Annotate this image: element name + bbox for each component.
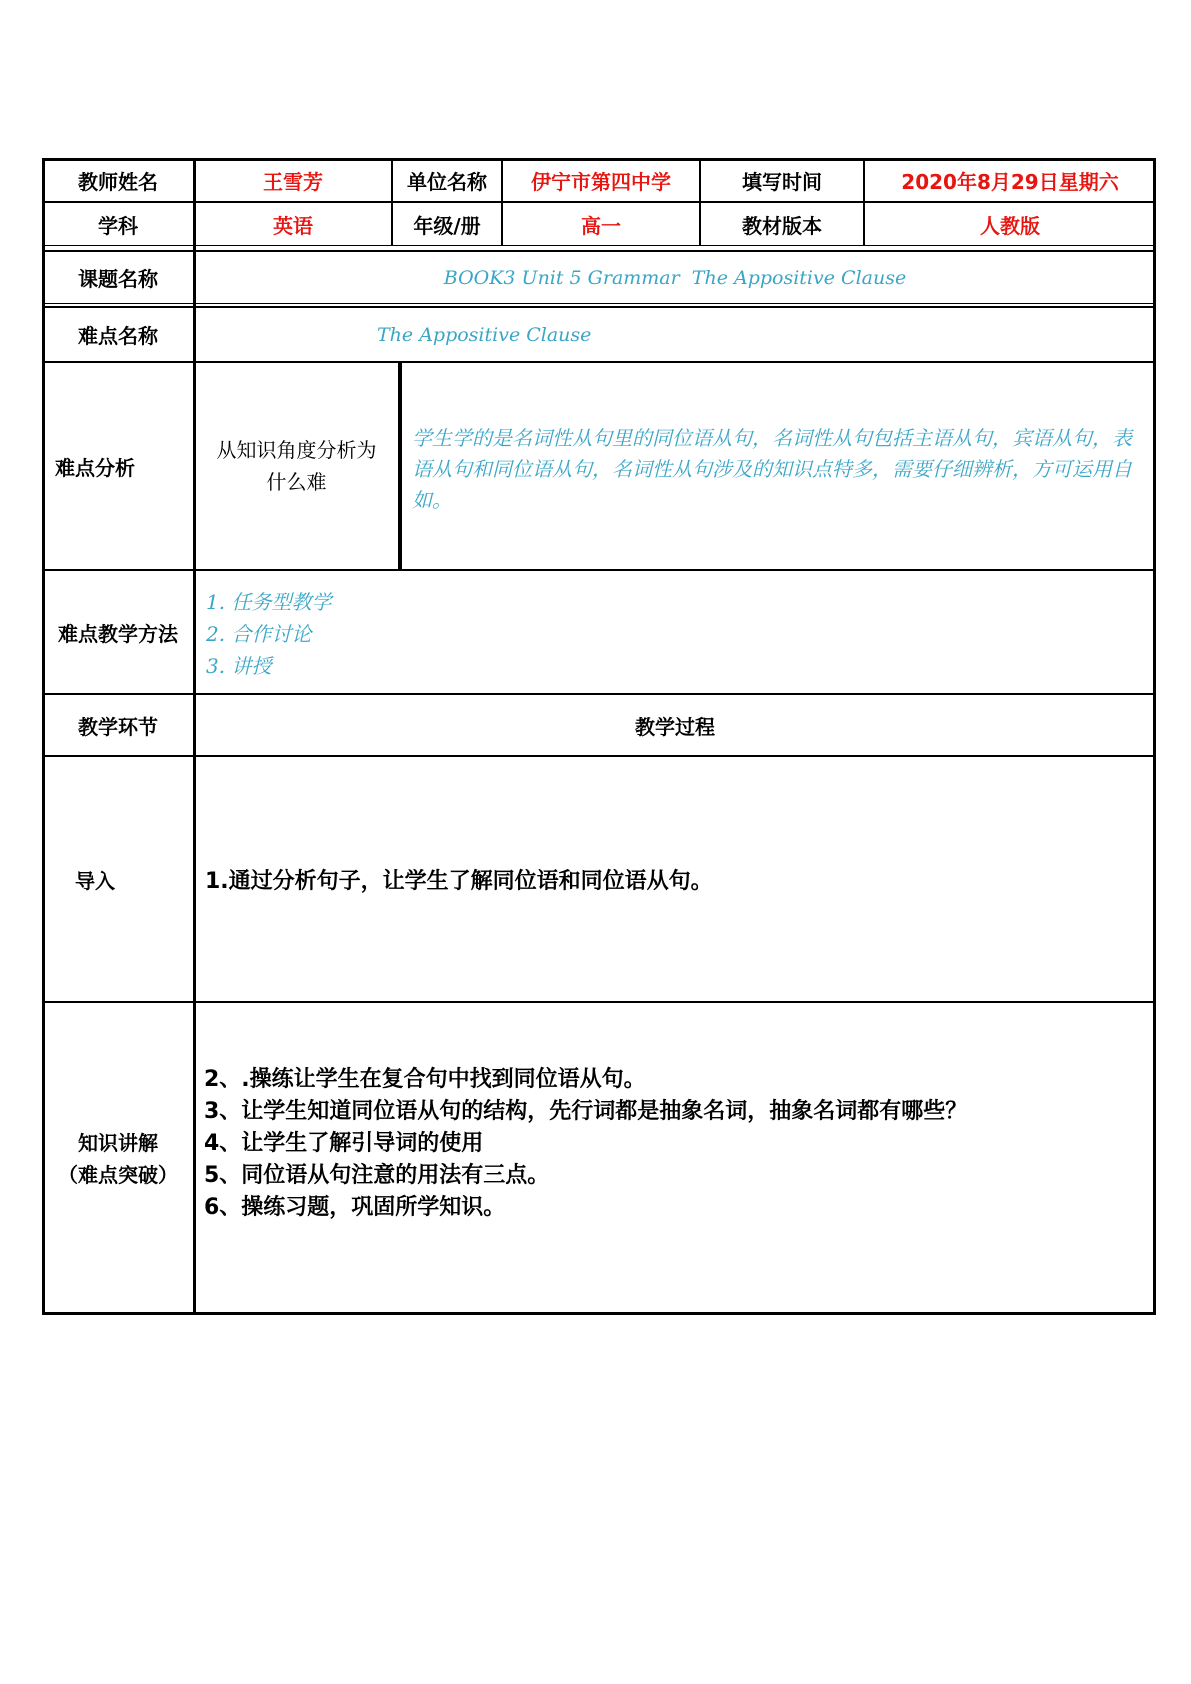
knowledge-label-line2: （难点突破） — [58, 1162, 178, 1187]
analysis-text: 学生学的是名词性从句里的同位语从句，名词性从句包括主语从句，宾语从句，表语从句和同位语从句，名词性从句涉及的知识点特多，需要仔细辨析，方可运用自如。 — [399, 362, 1156, 570]
knowledge-label — [42, 1002, 194, 1315]
knowledge-label-line1: 知识讲解 — [78, 1130, 158, 1155]
grade-label: 年级/册 — [392, 202, 502, 246]
methods-list — [206, 586, 331, 682]
intro-label: 导入 — [42, 756, 194, 1002]
subject-label: 学科 — [42, 202, 194, 246]
intro-text: 1.通过分析句子，让学生了解同位语和同位语从句。 — [194, 756, 1156, 1002]
unit-name-value: 伊宁市第四中学 — [502, 158, 700, 202]
column-divider — [193, 158, 196, 1315]
method-item: 2. 合作讨论 — [206, 622, 312, 646]
difficulty-label: 难点名称 — [42, 306, 194, 362]
knowledge-item: 5、同位语从句注意的用法有三点。 — [204, 1163, 550, 1188]
knowledge-item: 4、让学生了解引导词的使用 — [204, 1131, 484, 1156]
teacher-name-label: 教师姓名 — [42, 158, 194, 202]
knowledge-item: 6、操练习题，巩固所学知识。 — [204, 1195, 506, 1220]
method-item: 3. 讲授 — [206, 654, 272, 678]
analysis-sub-label: 从知识角度分析为什么难 — [194, 362, 399, 570]
knowledge-item: 2、.操练让学生在复合句中找到同位语从句。 — [204, 1067, 646, 1092]
fill-date-label: 填写时间 — [700, 158, 864, 202]
methods-label: 难点教学方法 — [42, 570, 194, 694]
knowledge-item: 3、让学生知道同位语从句的结构，先行词都是抽象名词，抽象名词都有哪些？ — [204, 1099, 968, 1124]
fill-date-value: 2020年8月29日星期六 — [864, 158, 1156, 202]
difficulty-value: The Appositive Clause — [194, 306, 1156, 362]
analysis-label: 难点分析 — [42, 362, 194, 570]
method-item: 1. 任务型教学 — [206, 590, 332, 614]
teacher-name-value: 王雪芳 — [194, 158, 392, 202]
edition-label: 教材版本 — [700, 202, 864, 246]
unit-name-label: 单位名称 — [392, 158, 502, 202]
subject-value: 英语 — [194, 202, 392, 246]
topic-label: 课题名称 — [42, 250, 194, 304]
methods-cell — [194, 570, 1156, 694]
process-section-label: 教学环节 — [42, 694, 194, 756]
edition-value: 人教版 — [864, 202, 1156, 246]
grade-value: 高一 — [502, 202, 700, 246]
knowledge-list — [204, 1064, 967, 1224]
process-header: 教学过程 — [194, 694, 1156, 756]
topic-value: BOOK3 Unit 5 Grammar The Appositive Clause — [194, 250, 1156, 304]
